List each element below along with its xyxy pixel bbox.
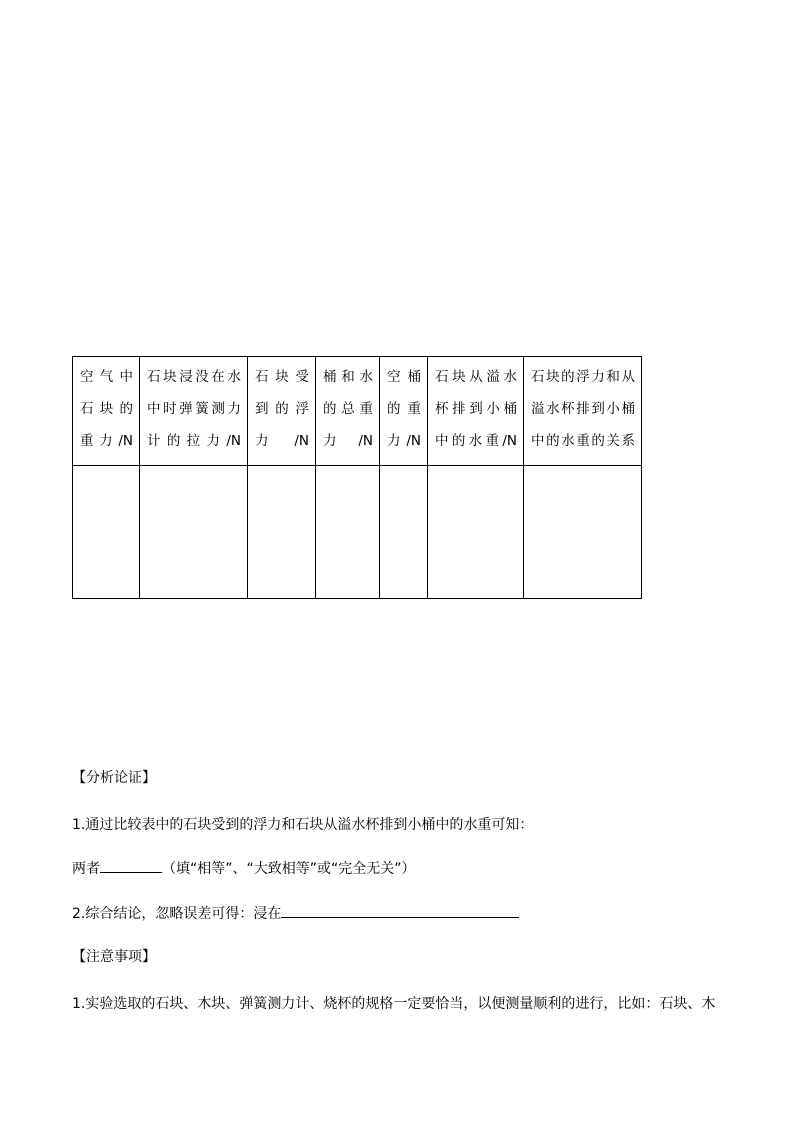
table-cell[interactable] [73,466,140,599]
header-stone-weight-in-air: 空 气 中 石 块 的 重力/N [73,357,140,466]
table-header-row [73,357,642,466]
analysis-heading: 【分析论证】 [72,770,156,786]
header-buoyant-force: 石 块 受 到 的 浮 力/N [248,357,316,466]
table-cell[interactable] [380,466,428,599]
table-cell[interactable] [428,466,524,599]
notes-heading: 【注意事项】 [72,949,156,965]
analysis-item-1: 1.通过比较表中的石块受到的浮力和石块从溢水杯排到小桶中的水重可知： [72,817,534,833]
answer-blank[interactable] [100,858,162,873]
header-relationship: 石块的浮力和从 溢水杯排到小桶 中的水重的关系 [524,357,642,466]
table-cell[interactable] [316,466,380,599]
analysis-item-1-answer-line [72,858,416,878]
answer-hint: （填“相等”、“大致相等”或“完全无关”） [162,861,416,877]
header-empty-bucket-weight: 空 桶 的 重 力/N [380,357,428,466]
experiment-data-table [72,356,642,599]
table-cell[interactable] [524,466,642,599]
answer-prefix: 两者 [72,861,100,877]
header-bucket-and-water-weight: 桶和水 的总重 力/N [316,357,380,466]
table-cell[interactable] [140,466,248,599]
header-displaced-water-weight: 石块从溢水 杯排到小桶 中的水重/N [428,357,524,466]
table-row [73,466,642,599]
analysis-item-2 [72,903,519,923]
header-spring-scale-reading: 石块浸没在水 中时弹簧测力 计的拉力/N [140,357,248,466]
conclusion-prefix: 2.综合结论，忽略误差可得：浸在 [72,906,282,922]
notes-item-1: 1.实验选取的石块、木块、弹簧测力计、烧杯的规格一定要恰当，以便测量顺利的进行，比如：石块、木 [72,996,716,1012]
conclusion-blank[interactable] [281,903,519,918]
table-cell[interactable] [248,466,316,599]
